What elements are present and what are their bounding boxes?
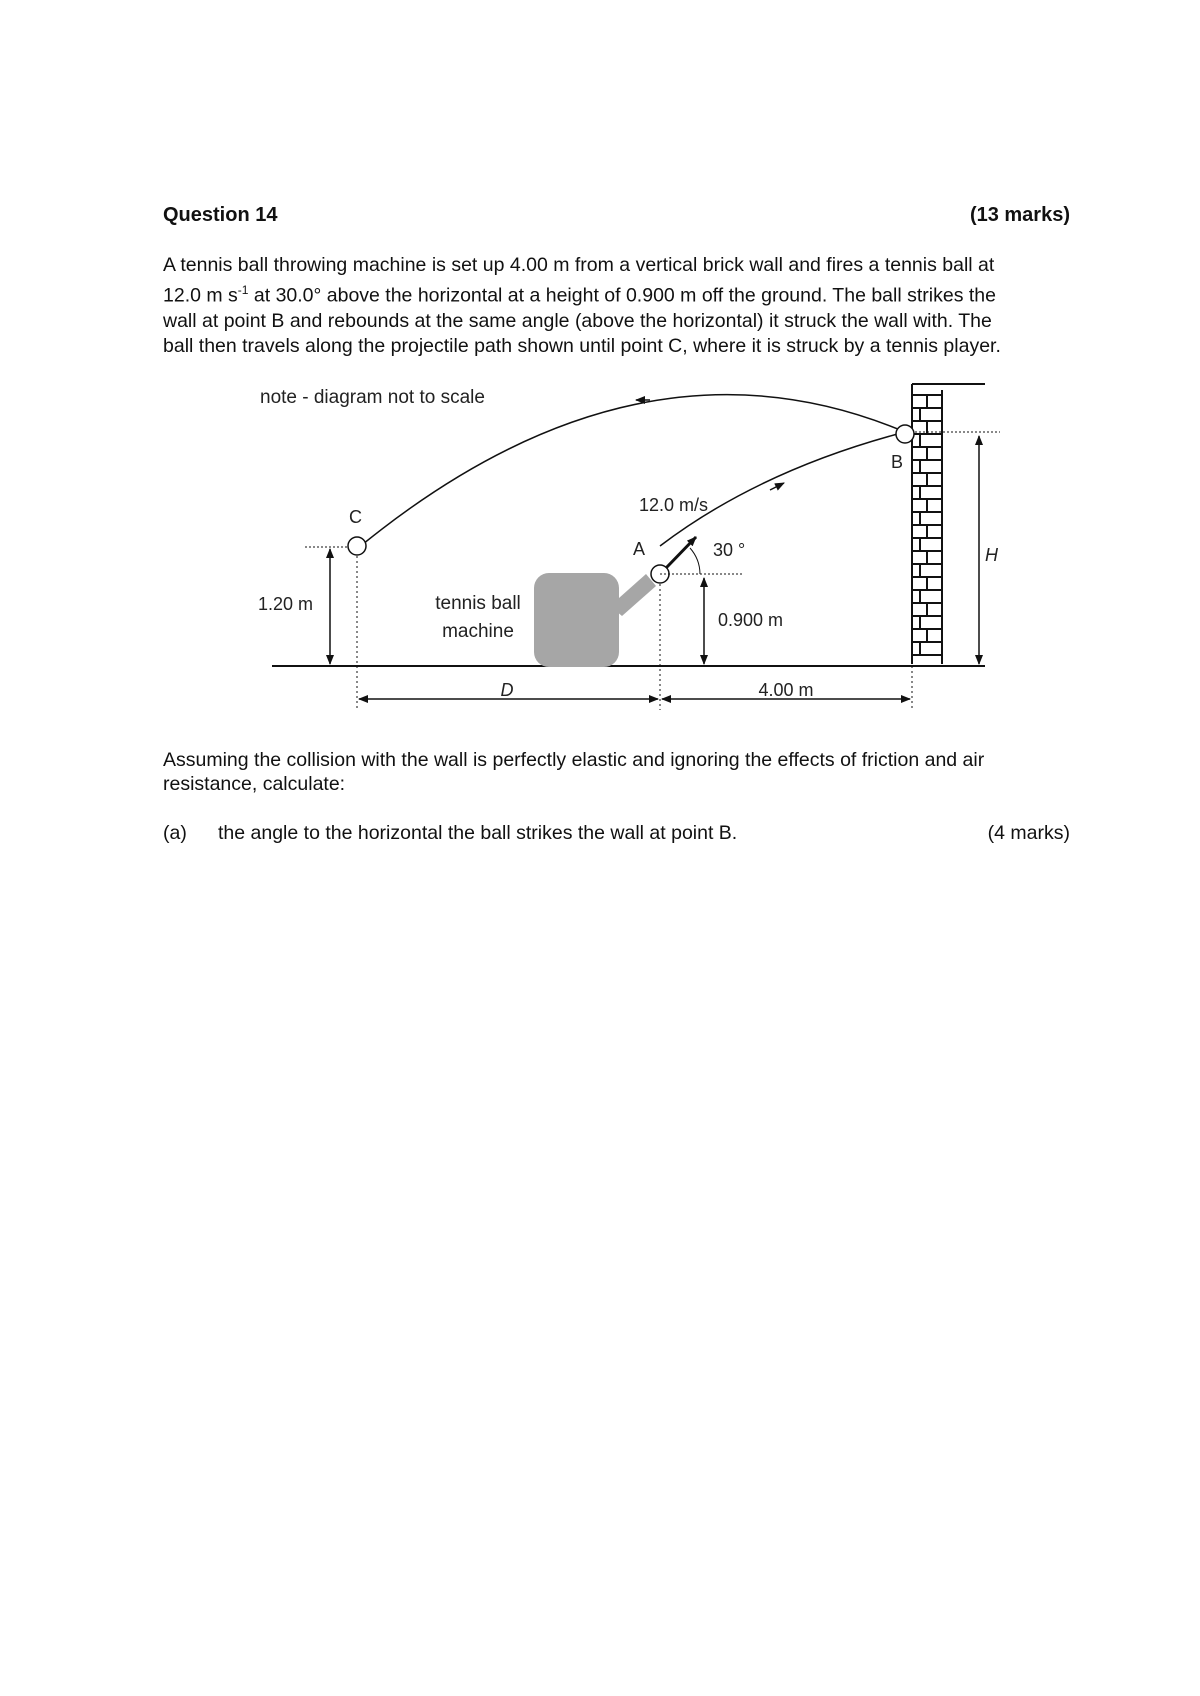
label-height-b: H <box>985 545 998 565</box>
label-height-a: 0.900 m <box>718 610 784 630</box>
trajectory-a-to-b <box>660 432 905 546</box>
trajectory-b-to-c <box>363 395 905 544</box>
brick-wall <box>912 384 985 664</box>
intro-line-4: ball then travels along the projectile path shown until point C, where it is struck by a tennis player. <box>163 334 1001 357</box>
label-height-c: 1.20 m <box>258 594 314 614</box>
part-a-text: the angle to the horizontal the ball strikes the wall at point B. <box>218 822 738 844</box>
question-marks: (13 marks) <box>969 204 1070 226</box>
diagram-note: note - diagram not to scale <box>260 387 485 408</box>
intro-line-1: A tennis ball throwing machine is set up 4.00 m from a vertical brick wall and fires a tennis ball at <box>163 254 995 276</box>
part-a <box>163 822 1070 848</box>
projectile-diagram <box>0 370 1200 720</box>
label-point-a: A <box>633 539 646 559</box>
ball-point-b <box>896 425 914 443</box>
diagram-svg <box>0 370 1200 720</box>
angle-text: at 30.0° <box>248 284 322 307</box>
label-machine-line2: machine <box>442 621 514 642</box>
label-distance-d: D <box>500 680 514 700</box>
intro-line-2 <box>163 278 1083 309</box>
ball-point-c <box>348 537 366 555</box>
speed-exponent: -1 <box>237 283 249 297</box>
question-header <box>163 204 1070 230</box>
label-point-b: B <box>891 452 904 472</box>
intro-line-3: wall at point B and rebounds at the same angle (above the horizontal) it struck the wall with. The <box>163 309 992 332</box>
assumption-line-2: resistance, calculate: <box>163 773 346 795</box>
assumption-line-1: Assuming the collision with the wall is perfectly elastic and ignoring the effects of friction and air <box>163 749 985 771</box>
question-intro <box>163 253 1083 359</box>
label-point-c: C <box>349 507 362 527</box>
machine-body <box>534 573 619 667</box>
assumption-text <box>163 748 1083 796</box>
part-a-label: (a) <box>163 822 187 844</box>
speed-text: 12.0 m s <box>163 284 238 307</box>
label-machine-line1: tennis ball <box>435 593 521 614</box>
angle-arc <box>690 548 700 574</box>
label-speed: 12.0 m/s <box>639 495 709 515</box>
label-distance-wall: 4.00 m <box>758 680 814 700</box>
part-a-marks: (4 marks) <box>987 822 1070 844</box>
label-angle: 30 ° <box>713 540 746 560</box>
question-title: Question 14 <box>163 204 278 226</box>
velocity-arrow <box>666 537 696 568</box>
intro-line-2-rest: above the horizontal at a height of 0.900 m off the ground. The ball strikes the <box>326 284 996 307</box>
trajectory-arrow-a-b <box>770 483 784 490</box>
